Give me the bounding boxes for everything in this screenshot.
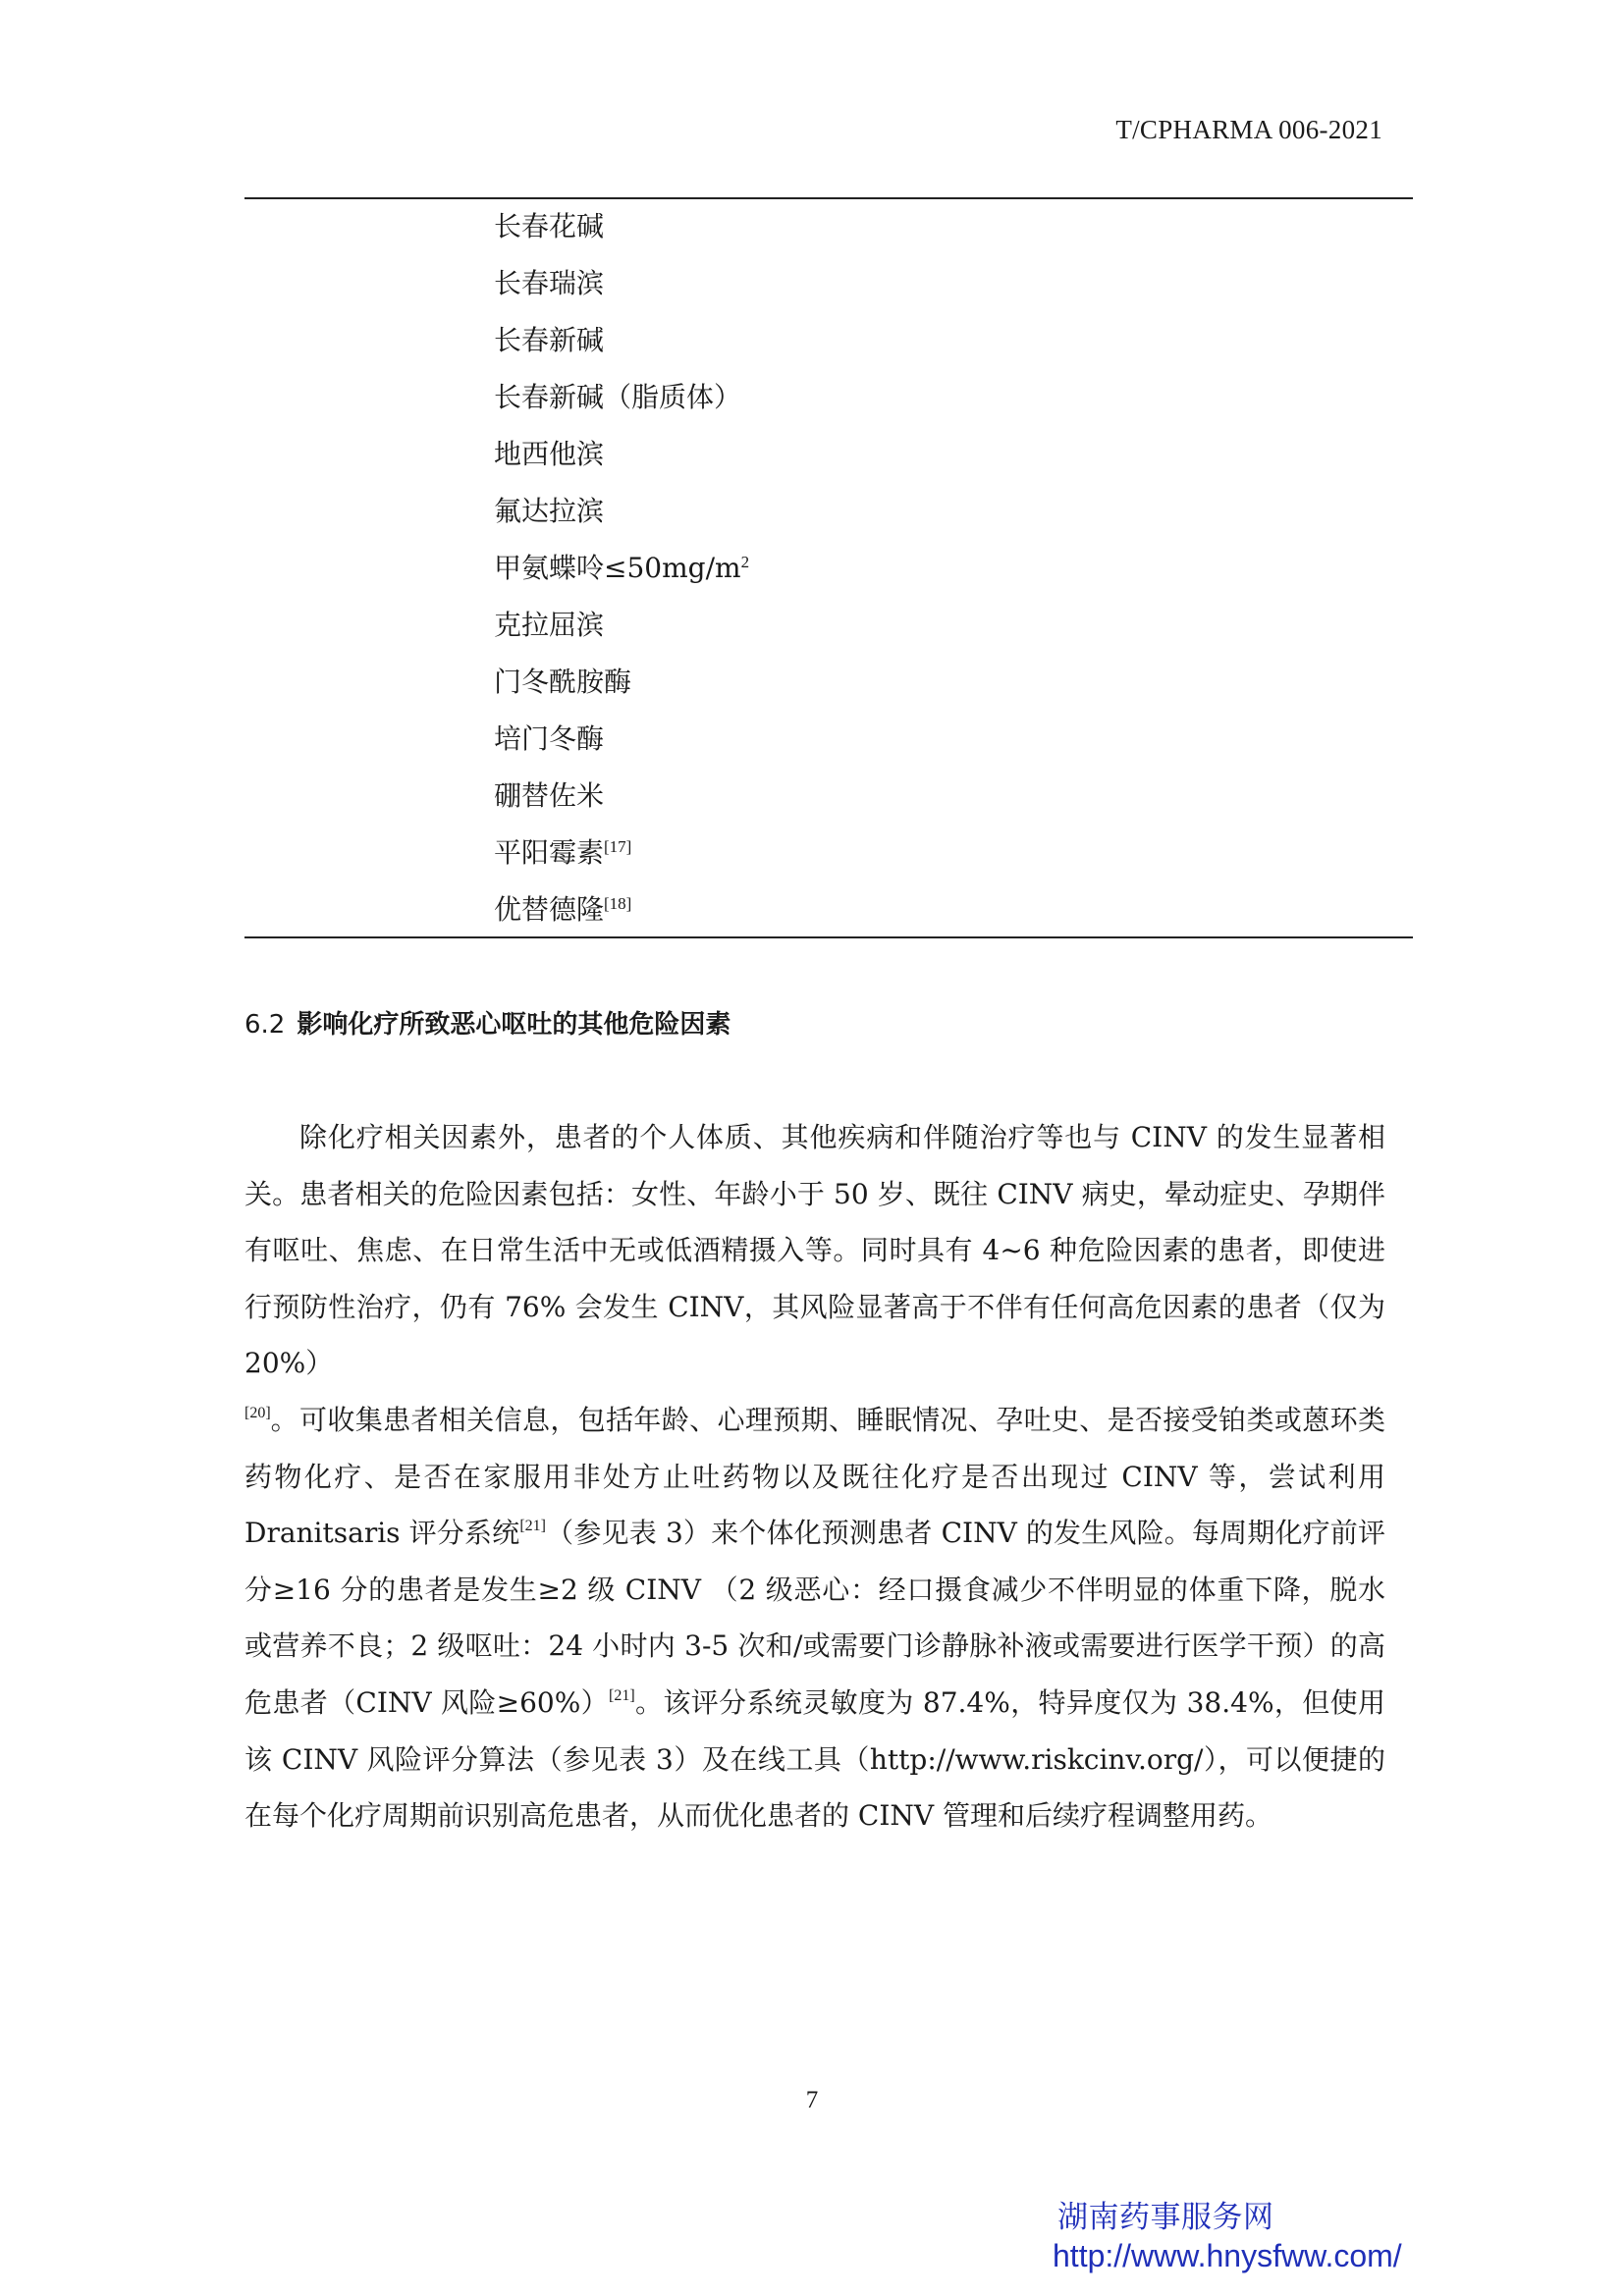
drug-name: 硼替佐米 xyxy=(494,779,605,812)
drug-list xyxy=(494,203,749,943)
paragraph-text: 。该评分系统灵敏度为 87.4%，特异度仅为 38.4%，但使用该 CINV 风险评分算法（参见表 3）及在线工具（http://www.riskcinv.org/），可以便捷的在每个化疗周期前识别高危患者，从而优化患者的 CINV 管理和后续疗程调整用药。 xyxy=(244,1685,1385,1833)
paragraph-text: （参见表 3）来个体化预测患者 CINV 的发生风险。每周期化疗前评分≥16 分的患者是发生≥2 级 CINV （2 级恶心：经口摄食减少不伴明显的体重下降，脱水或营养不良；2 级呕吐：24 小时内 3-5 次和/或需要门诊静脉补液或需要进行医学干预）的高危患者（CINV 风险≥60%） xyxy=(244,1517,1385,1719)
drug-list-item xyxy=(494,659,749,716)
drug-name: 优替德隆 xyxy=(494,893,605,926)
drug-list-item xyxy=(494,431,749,488)
reference-marker: [18] xyxy=(604,894,632,913)
drug-name: 长春花碱 xyxy=(494,210,605,242)
page-number: 7 xyxy=(805,2087,819,2113)
watermark-name: 湖南药事服务网 xyxy=(1057,2200,1274,2235)
drug-list-item xyxy=(494,773,749,829)
drug-name: 地西他滨 xyxy=(494,438,605,470)
drug-list-item xyxy=(494,260,749,317)
drug-name: 培门冬酶 xyxy=(494,722,605,755)
drug-list-item xyxy=(494,716,749,773)
drug-name: 氟达拉滨 xyxy=(494,495,605,527)
drug-superscript: 2 xyxy=(740,553,750,571)
paragraph-text: 。 xyxy=(270,1403,298,1436)
reference-marker: [20] xyxy=(244,1404,271,1421)
reference-marker: [21] xyxy=(519,1518,546,1535)
drug-list-item xyxy=(494,488,749,545)
table-bottom-rule xyxy=(244,936,1413,938)
paragraph-text: 除化疗相关因素外，患者的个人体质、其他疾病和伴随治疗等也与 CINV 的发生显著相关。患者相关的危险因素包括：女性、年龄小于 50 岁、既往 CINV 病史，晕动症史、孕期伴有呕吐、焦虑、在日常生活中无或低酒精摄入等。同时具有 4~6 种危险因素的患者，即使进行预防性治疗，仍有 76% 会发生 CINV，其风险显著高于不伴有任何高危因素的患者（仅为 20%） xyxy=(244,1121,1385,1380)
body-paragraph xyxy=(244,1392,1385,1844)
drug-list-item xyxy=(494,374,749,431)
drug-name: 平阳霉素 xyxy=(494,836,605,869)
section-number: 6.2 xyxy=(244,1010,286,1040)
drug-list-item xyxy=(494,829,749,886)
watermark xyxy=(1053,2199,1402,2275)
drug-name: 长春新碱（脂质体） xyxy=(494,381,742,413)
drug-name: 克拉屈滨 xyxy=(494,609,605,641)
reference-marker: [21] xyxy=(609,1686,635,1704)
section-title: 影响化疗所致恶心呕吐的其他危险因素 xyxy=(297,1010,731,1040)
drug-list-item xyxy=(494,545,749,602)
reference-marker: [17] xyxy=(604,837,632,856)
drug-list-item xyxy=(494,203,749,260)
drug-name: 甲氨蝶呤≤50mg/m xyxy=(494,552,741,584)
paragraph-text: 可收集患者相关信息，包括年龄、心理预期、睡眠情况、孕吐史、是否接受铂类或蒽环类药物化疗、是否在家服用非处方止吐药物以及既往化疗是否出现过 CINV 等，尝试利用 Dranitsaris 评分系统 xyxy=(244,1404,1385,1550)
drug-list-item xyxy=(494,602,749,659)
drug-name: 长春新碱 xyxy=(494,324,605,356)
drug-list-item xyxy=(494,886,749,943)
table-top-rule xyxy=(244,197,1413,199)
drug-list-item xyxy=(494,317,749,374)
document-code: T/CPHARMA 006-2021 xyxy=(1115,115,1382,144)
drug-name: 门冬酰胺酶 xyxy=(494,666,632,698)
watermark-url: http://www.hnysfww.com/ xyxy=(1053,2238,1402,2273)
section-heading xyxy=(244,1004,731,1041)
drug-name: 长春瑞滨 xyxy=(494,267,605,299)
